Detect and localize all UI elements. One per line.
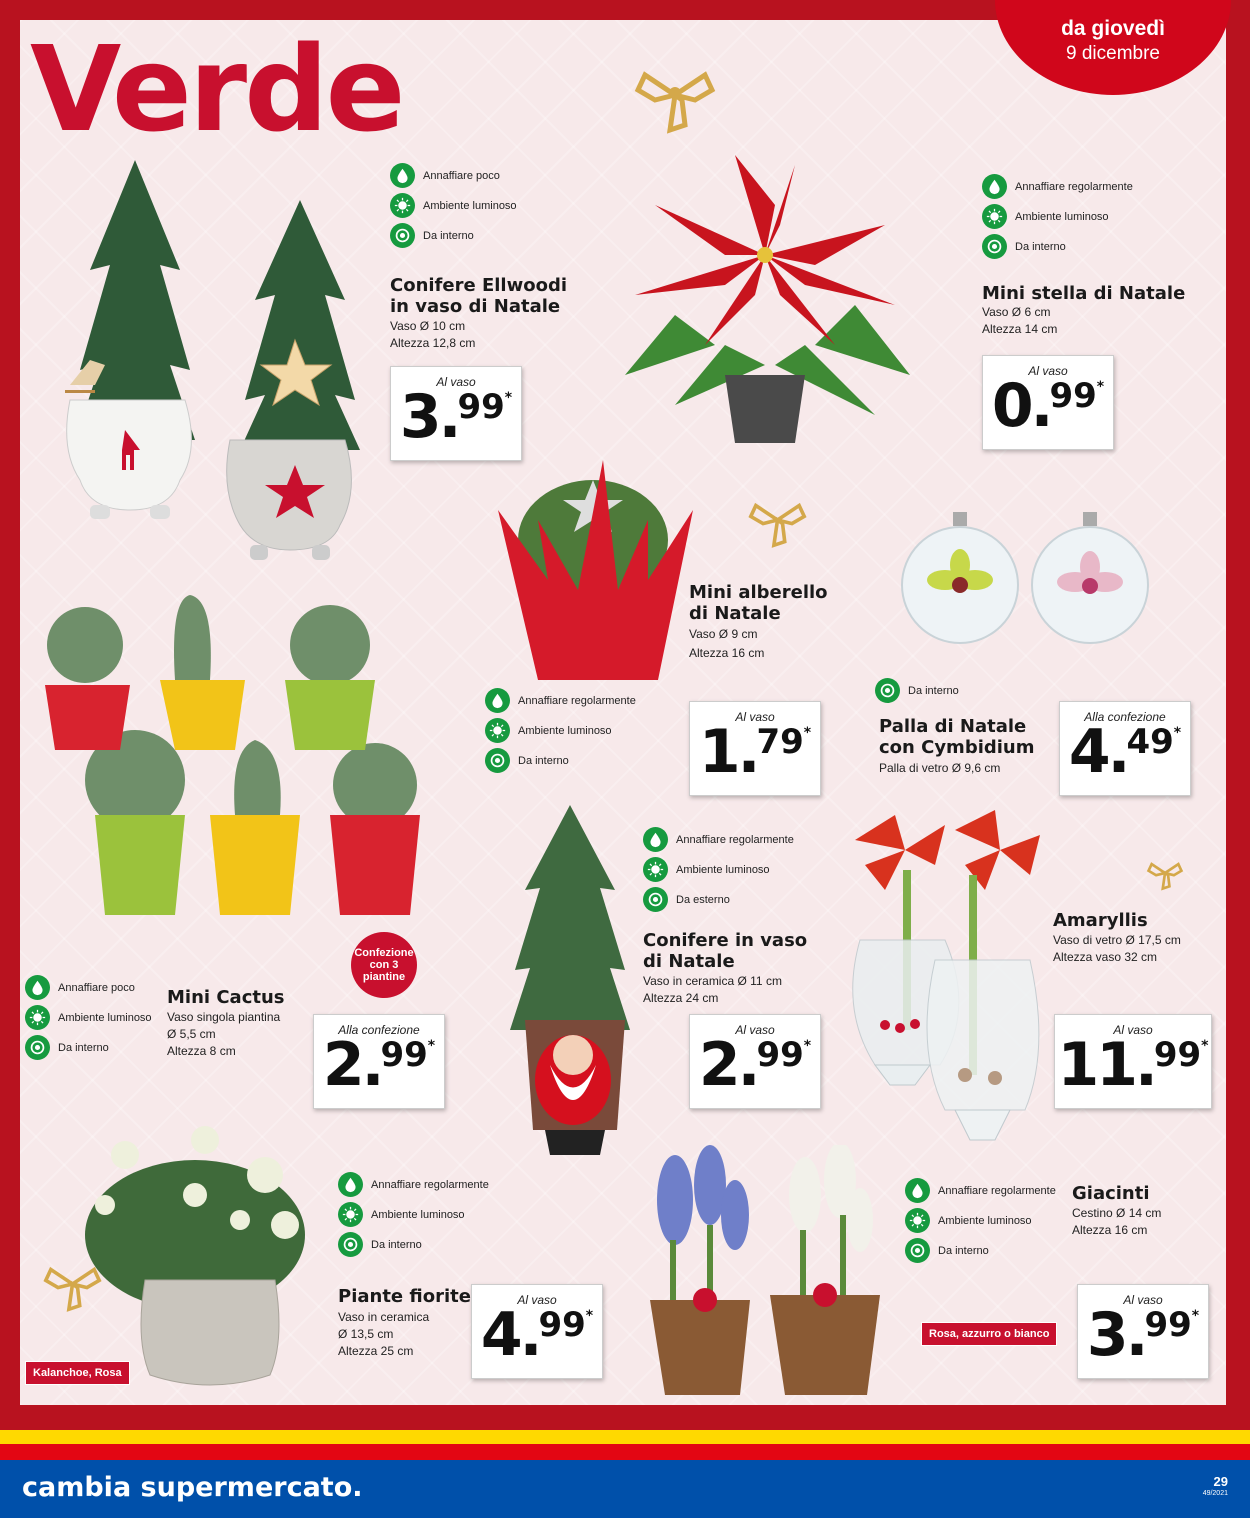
product-name-line: Conifere Ellwoodi bbox=[390, 275, 568, 296]
outdoor-icon bbox=[643, 887, 668, 912]
indoor-icon bbox=[875, 678, 900, 703]
indoor-icon bbox=[485, 748, 510, 773]
product-name bbox=[338, 1286, 471, 1307]
desc-line: Altezza 16 cm bbox=[689, 646, 765, 660]
care-light bbox=[643, 857, 770, 882]
price-dot: . bbox=[519, 1300, 543, 1370]
conifer-ellwoodi-image bbox=[40, 150, 360, 570]
price-dec: 79 bbox=[756, 722, 804, 762]
product-name bbox=[1072, 1183, 1150, 1204]
price-unit: Alla confezione bbox=[338, 1023, 420, 1037]
care-label: Annaffiare regolarmente bbox=[938, 1184, 1056, 1197]
product-name-line: Conifere in vaso bbox=[643, 930, 808, 951]
indoor-icon bbox=[982, 234, 1007, 259]
product-name-line: Mini stella di Natale bbox=[982, 283, 1186, 304]
product-name-line: in vaso di Natale bbox=[390, 296, 561, 317]
price-int: 1 bbox=[698, 717, 738, 787]
care-label: Da interno bbox=[423, 229, 474, 242]
poinsettia-image bbox=[615, 145, 915, 445]
holly-decoration-icon bbox=[1145, 855, 1185, 891]
product-name bbox=[643, 930, 807, 972]
price-dec: 99 bbox=[756, 1035, 804, 1075]
price-asterisk: * bbox=[803, 1038, 812, 1054]
price-asterisk: * bbox=[585, 1308, 594, 1324]
price-box bbox=[1054, 1014, 1212, 1109]
water-drop-icon bbox=[338, 1172, 363, 1197]
holly-decoration-icon bbox=[630, 55, 720, 135]
care-label: Da interno bbox=[938, 1244, 989, 1257]
water-drop-icon bbox=[485, 688, 510, 713]
cactus-image bbox=[40, 590, 440, 920]
indoor-icon bbox=[390, 223, 415, 248]
price-dec: 99 bbox=[457, 387, 505, 427]
care-light bbox=[390, 193, 517, 218]
sun-icon bbox=[25, 1005, 50, 1030]
desc-line: Ø 5,5 cm bbox=[167, 1027, 216, 1041]
care-indoor bbox=[905, 1238, 989, 1263]
indoor-icon bbox=[338, 1232, 363, 1257]
footer bbox=[0, 1460, 1250, 1518]
date-line-1: da giovedì bbox=[1061, 17, 1165, 40]
price-asterisk: * bbox=[1173, 725, 1182, 741]
desc-line: Vaso in ceramica bbox=[338, 1310, 430, 1324]
flowering-plant-image bbox=[75, 1125, 320, 1390]
product-name bbox=[689, 582, 828, 624]
desc-line: Vaso Ø 9 cm bbox=[689, 627, 758, 641]
bundle-badge: Confezione con 3 piantine bbox=[351, 932, 417, 998]
product-name bbox=[879, 716, 1035, 758]
sun-icon bbox=[390, 193, 415, 218]
care-label: Ambiente luminoso bbox=[58, 1011, 152, 1024]
price-dec: 99 bbox=[1153, 1035, 1202, 1075]
price-unit: Al vaso bbox=[517, 1293, 557, 1307]
sun-icon bbox=[982, 204, 1007, 229]
price-dec: 99 bbox=[380, 1035, 428, 1075]
price-box bbox=[390, 366, 522, 461]
product-name bbox=[167, 987, 285, 1008]
care-light bbox=[905, 1208, 1032, 1233]
price-box bbox=[1059, 701, 1191, 796]
care-indoor bbox=[390, 223, 474, 248]
care-label: Ambiente luminoso bbox=[676, 863, 770, 876]
price-asterisk: * bbox=[504, 390, 513, 406]
desc-line: Altezza vaso 32 cm bbox=[1053, 950, 1158, 964]
product-name bbox=[1053, 910, 1148, 931]
price-unit: Al vaso bbox=[436, 375, 476, 389]
water-drop-icon bbox=[390, 163, 415, 188]
price-dec: 49 bbox=[1126, 722, 1174, 762]
product-name-line: Palla di Natale bbox=[879, 716, 1027, 737]
price-asterisk: * bbox=[427, 1038, 436, 1054]
care-water-low bbox=[25, 975, 135, 1000]
product-desc bbox=[338, 1309, 429, 1360]
indoor-icon bbox=[905, 1238, 930, 1263]
desc-line: Altezza 24 cm bbox=[643, 991, 719, 1005]
care-label: Da esterno bbox=[676, 893, 730, 906]
price-unit: Al vaso bbox=[1123, 1293, 1163, 1307]
water-drop-icon bbox=[905, 1178, 930, 1203]
price-box bbox=[689, 701, 821, 796]
care-indoor bbox=[25, 1035, 109, 1060]
care-label: Da interno bbox=[908, 684, 959, 697]
price-dot: . bbox=[361, 1030, 385, 1100]
desc-line: Altezza 14 cm bbox=[982, 322, 1058, 336]
price-dot: . bbox=[438, 382, 462, 452]
hyacinth-image bbox=[635, 1145, 885, 1400]
product-name bbox=[982, 283, 1185, 304]
product-name-line: Mini alberello bbox=[689, 582, 828, 603]
footer-stripe-yellow bbox=[0, 1430, 1250, 1444]
page-number bbox=[1203, 1476, 1228, 1500]
price-dot: . bbox=[737, 717, 761, 787]
care-outdoor bbox=[643, 887, 730, 912]
care-water-regular bbox=[643, 827, 794, 852]
product-desc bbox=[689, 626, 764, 662]
conifer-santa-image bbox=[505, 800, 635, 1160]
price-int: 4 bbox=[480, 1300, 520, 1370]
care-light bbox=[485, 718, 612, 743]
care-water-regular bbox=[338, 1172, 489, 1197]
week-label: 49/2021 bbox=[1202, 1490, 1228, 1497]
price-dot: . bbox=[1107, 717, 1131, 787]
date-line-2: 9 dicembre bbox=[1066, 43, 1160, 64]
care-indoor bbox=[338, 1232, 422, 1257]
price-int: 3 bbox=[1086, 1300, 1126, 1370]
care-label: Annaffiare regolarmente bbox=[676, 833, 794, 846]
sun-icon bbox=[338, 1202, 363, 1227]
care-label: Annaffiare poco bbox=[423, 169, 500, 182]
glass-ball-image bbox=[900, 510, 1155, 650]
product-desc bbox=[390, 318, 475, 352]
price-dec: 99 bbox=[538, 1305, 586, 1345]
care-light bbox=[982, 204, 1109, 229]
price-box bbox=[313, 1014, 445, 1109]
care-label: Annaffiare regolarmente bbox=[1015, 180, 1133, 193]
product-desc bbox=[982, 304, 1057, 338]
price-int: 2 bbox=[322, 1030, 362, 1100]
desc-line: Altezza 12,8 cm bbox=[390, 336, 476, 350]
desc-line: Cestino Ø 14 cm bbox=[1072, 1206, 1162, 1220]
product-name-line: Mini Cactus bbox=[167, 987, 285, 1008]
water-drop-icon bbox=[25, 975, 50, 1000]
desc-line: Ø 13,5 cm bbox=[338, 1327, 394, 1341]
price-int: 0 bbox=[991, 371, 1031, 441]
price-box bbox=[982, 355, 1114, 450]
price-int: 4 bbox=[1068, 717, 1108, 787]
price-asterisk: * bbox=[1191, 1308, 1200, 1324]
product-name-line: Amaryllis bbox=[1053, 910, 1148, 931]
water-drop-icon bbox=[643, 827, 668, 852]
price-unit: Al vaso bbox=[735, 710, 775, 724]
price-box bbox=[689, 1014, 821, 1109]
care-label: Ambiente luminoso bbox=[938, 1214, 1032, 1227]
care-indoor bbox=[875, 678, 959, 703]
care-label: Da interno bbox=[371, 1238, 422, 1251]
price-unit: Al vaso bbox=[735, 1023, 775, 1037]
product-name-line: di Natale bbox=[689, 603, 781, 624]
desc-line: Vaso Ø 6 cm bbox=[982, 305, 1051, 319]
variant-tag: Kalanchoe, Rosa bbox=[25, 1361, 130, 1385]
price-dot: . bbox=[1135, 1030, 1158, 1100]
price-asterisk: * bbox=[1201, 1038, 1209, 1054]
footer-slogan: cambia supermercato. bbox=[22, 1472, 363, 1503]
care-label: Da interno bbox=[518, 754, 569, 767]
mini-tree-image bbox=[498, 460, 693, 690]
price-int: 2 bbox=[698, 1030, 738, 1100]
care-label: Ambiente luminoso bbox=[518, 724, 612, 737]
product-name bbox=[390, 275, 567, 317]
care-water-low bbox=[390, 163, 500, 188]
price-int: 3 bbox=[399, 382, 439, 452]
price-unit: Alla confezione bbox=[1084, 710, 1166, 724]
sun-icon bbox=[643, 857, 668, 882]
care-label: Ambiente luminoso bbox=[1015, 210, 1109, 223]
holly-decoration-icon bbox=[745, 490, 810, 550]
product-name-line: Giacinti bbox=[1072, 1183, 1150, 1204]
price-dec: 99 bbox=[1144, 1305, 1192, 1345]
desc-line: Palla di vetro Ø 9,6 cm bbox=[879, 761, 1001, 775]
indoor-icon bbox=[25, 1035, 50, 1060]
product-desc bbox=[1072, 1205, 1161, 1239]
page-title: Verde bbox=[30, 20, 403, 158]
care-label: Annaffiare regolarmente bbox=[371, 1178, 489, 1191]
care-label: Da interno bbox=[58, 1041, 109, 1054]
care-water-regular bbox=[905, 1178, 1056, 1203]
care-water-regular bbox=[485, 688, 636, 713]
product-desc bbox=[879, 760, 1000, 777]
product-desc bbox=[643, 973, 782, 1007]
desc-line: Vaso singola piantina bbox=[167, 1010, 281, 1024]
price-unit: Al vaso bbox=[1113, 1023, 1153, 1037]
price-unit: Al vaso bbox=[1028, 364, 1068, 378]
care-label: Ambiente luminoso bbox=[371, 1208, 465, 1221]
price-box bbox=[1077, 1284, 1209, 1379]
price-dot: . bbox=[1030, 371, 1054, 441]
care-light bbox=[338, 1202, 465, 1227]
variant-tag: Rosa, azzurro o bianco bbox=[921, 1322, 1057, 1346]
product-desc bbox=[167, 1009, 280, 1060]
price-dot: . bbox=[737, 1030, 761, 1100]
sun-icon bbox=[905, 1208, 930, 1233]
amaryllis-image bbox=[845, 810, 1045, 1145]
product-name-line: con Cymbidium bbox=[879, 737, 1035, 758]
care-indoor bbox=[485, 748, 569, 773]
care-indoor bbox=[982, 234, 1066, 259]
desc-line: Vaso di vetro Ø 17,5 cm bbox=[1053, 933, 1181, 947]
care-label: Da interno bbox=[1015, 240, 1066, 253]
footer-stripe-red bbox=[0, 1444, 1250, 1460]
sun-icon bbox=[485, 718, 510, 743]
price-asterisk: * bbox=[1096, 379, 1105, 395]
care-label: Annaffiare poco bbox=[58, 981, 135, 994]
care-label: Ambiente luminoso bbox=[423, 199, 517, 212]
desc-line: Vaso Ø 10 cm bbox=[390, 319, 466, 333]
price-dot: . bbox=[1125, 1300, 1149, 1370]
water-drop-icon bbox=[982, 174, 1007, 199]
desc-line: Altezza 25 cm bbox=[338, 1344, 414, 1358]
product-name-line: Piante fiorite bbox=[338, 1286, 471, 1307]
page-number-value: 29 bbox=[1213, 1474, 1228, 1489]
desc-line: Altezza 16 cm bbox=[1072, 1223, 1148, 1237]
care-light bbox=[25, 1005, 152, 1030]
product-desc bbox=[1053, 932, 1181, 966]
price-dec: 99 bbox=[1049, 376, 1097, 416]
care-label: Annaffiare regolarmente bbox=[518, 694, 636, 707]
product-name-line: di Natale bbox=[643, 951, 735, 972]
price-int: 11 bbox=[1057, 1030, 1136, 1100]
price-asterisk: * bbox=[803, 725, 812, 741]
desc-line: Vaso in ceramica Ø 11 cm bbox=[643, 974, 782, 988]
desc-line: Altezza 8 cm bbox=[167, 1044, 236, 1058]
price-box bbox=[471, 1284, 603, 1379]
care-water-regular bbox=[982, 174, 1133, 199]
